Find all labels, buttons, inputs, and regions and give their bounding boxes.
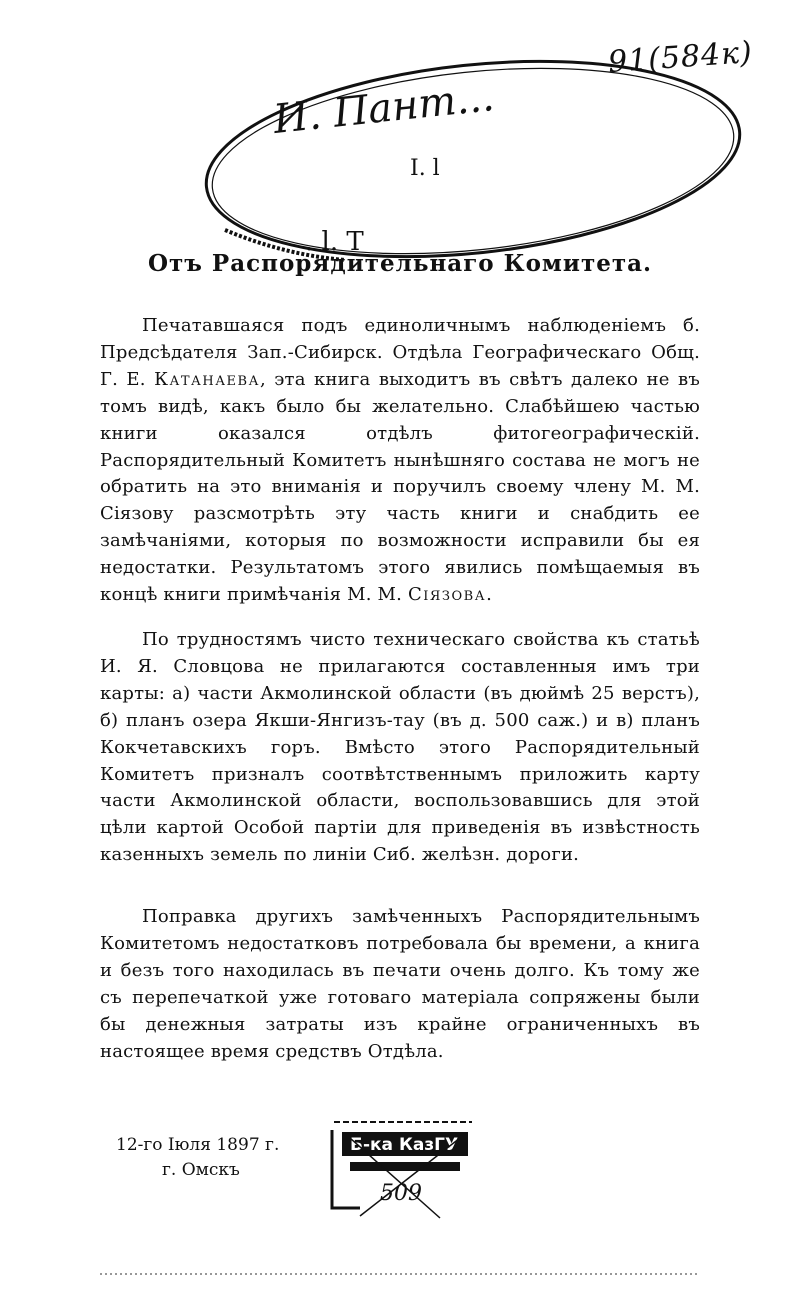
name-siyazov: Сіязова (408, 584, 487, 606)
page-heading: Отъ Распорядительнаго Комитета. (147, 250, 653, 277)
paragraph-1-lead: Печатавшаяся подъ единоличнымъ наблюденіемъ б. Предсѣдателя Зап.-Сибирск. Отдѣла Географическаго Общ. Г. Е. (100, 315, 700, 390)
paragraph-1 (100, 313, 700, 609)
library-stamp-number: 509 (380, 1181, 422, 1206)
bottom-page-edge (100, 1268, 700, 1280)
paragraph-1-mid: , эта книга выходитъ въ свѣтъ далеко не въ томъ видѣ, какъ было бы желательно. Слабѣйшею частью книги оказался отдѣлъ фитогеографическій. Распорядительный Комитетъ нынѣшняго состава не могъ не обратить на это вниманія и поручилъ своему члену М. М. Сіязову разсмотрѣть эту часть книги и снабдить ее замѣчаніями, которыя по возможности исправили бы ея недостатки. Результатомъ этого явились помѣщаемыя въ концѣ книги примѣчанія М. М. (100, 368, 700, 606)
stamp-signature: И. Пант... (271, 74, 497, 143)
date-line: 12-го Іюля 1897 г. (116, 1135, 280, 1155)
name-katanaev: Катанаева (154, 368, 260, 390)
paragraph-1-tail: . (486, 584, 492, 606)
library-ownership-stamp (320, 1108, 480, 1220)
paragraph-3: Поправка другихъ замѣченныхъ Распорядительнымъ Комитетомъ недостатковъ потребовала бы времени, а книга и безъ того находилась въ печати очень долго. Къ тому же съ перепечаткой уже готоваго матеріала сопряжены были бы денежныя затраты изъ крайне ограниченныхъ въ настоящее время средствъ Отдѣла. (100, 906, 700, 1062)
svg-text:I. l: I. l (410, 156, 440, 181)
svg-text:. l. T: . l. T (305, 227, 364, 257)
place-line: г. Омскъ (162, 1160, 240, 1180)
paragraph-2: По трудностямъ чисто техническаго свойства къ статьѣ И. Я. Словцова не прилагаются составленныя имъ три карты: а) части Акмолинской области (въ дюймѣ 25 верстъ), б) планъ озера Якши-Янгизъ-тау (въ д. 500 саж.) и в) планъ Кокчетавскихъ горъ. Вмѣсто этого Распорядительный Комитетъ призналъ соотвѣтственнымъ приложить карту части Акмолинской области, воспользовавшись для этой цѣли картой Особой партіи для приведенія въ извѣстность казенныхъ земель по линіи Сиб. желѣзн. дороги. (100, 629, 700, 866)
shelfmark-handwritten: 91(584к) (606, 34, 754, 81)
library-stamp-line1: Б-ка КазГУ (350, 1135, 459, 1155)
